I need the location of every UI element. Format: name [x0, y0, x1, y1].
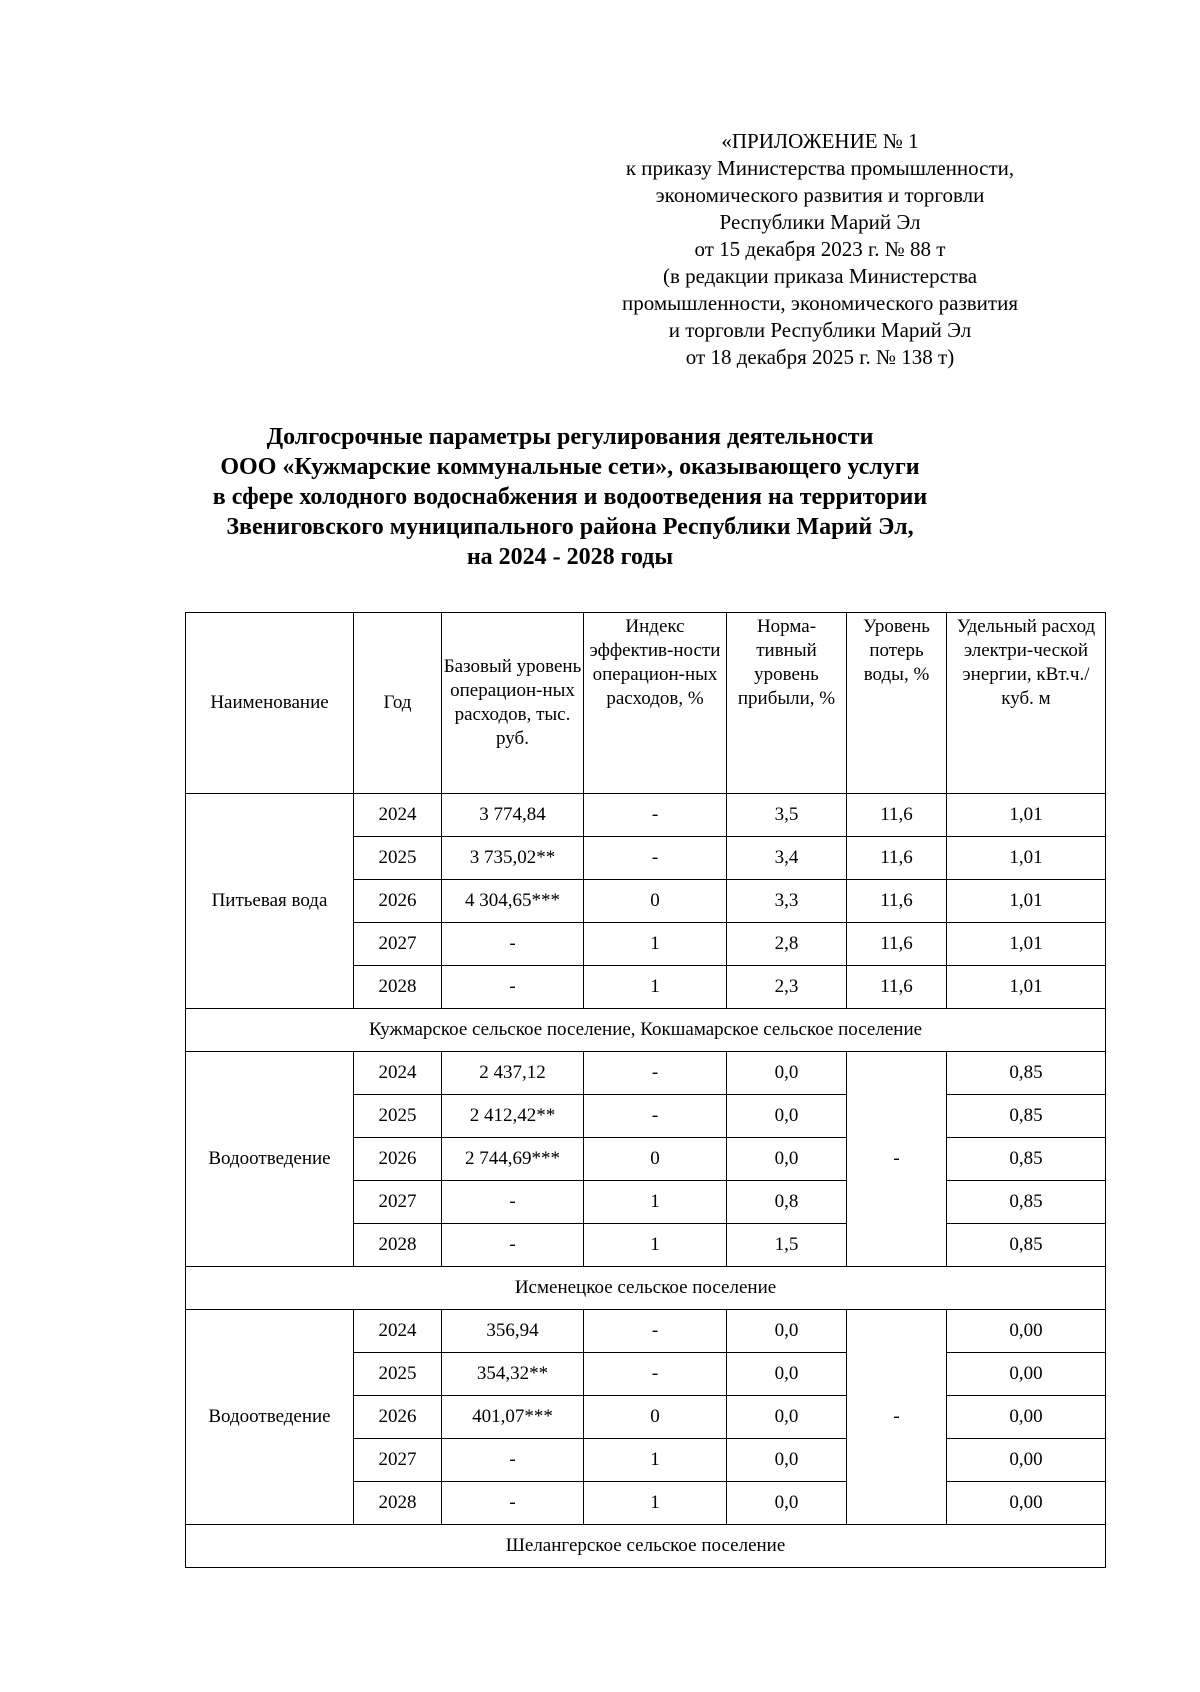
cell-index: 0 [584, 1138, 727, 1181]
cell-base: - [442, 923, 584, 966]
cell-year: 2024 [354, 1052, 442, 1095]
header-name: Наименование [186, 613, 354, 794]
cell-index: 0 [584, 1396, 727, 1439]
cell-base: - [442, 966, 584, 1009]
cell-base: 2 437,12 [442, 1052, 584, 1095]
header-water-losses: Уровень потерь воды, % [847, 613, 947, 794]
title-line: Звениговского муниципального района Республики Марий Эл, [226, 514, 914, 540]
cell-energy: 0,85 [947, 1138, 1106, 1181]
cell-year: 2025 [354, 837, 442, 880]
section-name: Питьевая вода [186, 794, 354, 1009]
appendix-line: «ПРИЛОЖЕНИЕ № 1 [721, 129, 919, 153]
cell-base: 401,07*** [442, 1396, 584, 1439]
table-row [186, 1310, 1106, 1353]
cell-profit: 0,0 [727, 1138, 847, 1181]
settlement-label: Исменецкое сельское поселение [186, 1267, 1106, 1310]
cell-losses: 11,6 [847, 923, 947, 966]
settlement-row [186, 1525, 1106, 1568]
cell-energy: 0,85 [947, 1224, 1106, 1267]
cell-index: 1 [584, 1482, 727, 1525]
cell-profit: 3,4 [727, 837, 847, 880]
cell-base: - [442, 1439, 584, 1482]
cell-year: 2026 [354, 1396, 442, 1439]
cell-base: 356,94 [442, 1310, 584, 1353]
cell-energy: 1,01 [947, 880, 1106, 923]
cell-index: 1 [584, 1181, 727, 1224]
cell-index: 0 [584, 880, 727, 923]
header-efficiency-index: Индекс эффектив-ности операцион-ных расходов, % [584, 613, 727, 794]
cell-year: 2025 [354, 1353, 442, 1396]
cell-year: 2026 [354, 1138, 442, 1181]
cell-energy: 0,00 [947, 1353, 1106, 1396]
cell-profit: 2,8 [727, 923, 847, 966]
cell-energy: 0,00 [947, 1396, 1106, 1439]
table-row [186, 1052, 1106, 1095]
cell-energy: 0,00 [947, 1439, 1106, 1482]
appendix-line: промышленности, экономического развития [621, 291, 1018, 315]
cell-year: 2027 [354, 1439, 442, 1482]
cell-energy: 1,01 [947, 966, 1106, 1009]
cell-index: 1 [584, 966, 727, 1009]
cell-index: 1 [584, 1439, 727, 1482]
cell-losses: 11,6 [847, 966, 947, 1009]
cell-energy: 1,01 [947, 837, 1106, 880]
title-line: на 2024 - 2028 годы [466, 544, 674, 570]
cell-year: 2026 [354, 880, 442, 923]
cell-base: - [442, 1482, 584, 1525]
settlement-row [186, 1009, 1106, 1052]
cell-year: 2027 [354, 1181, 442, 1224]
cell-profit: 3,5 [727, 794, 847, 837]
header-year: Год [354, 613, 442, 794]
cell-profit: 2,3 [727, 966, 847, 1009]
cell-index: 1 [584, 1224, 727, 1267]
cell-energy: 1,01 [947, 794, 1106, 837]
section-name: Водоотведение [186, 1052, 354, 1267]
appendix-line: Республики Марий Эл [719, 210, 921, 234]
cell-base: 3 735,02** [442, 837, 584, 880]
cell-base: - [442, 1181, 584, 1224]
cell-year: 2027 [354, 923, 442, 966]
cell-base: - [442, 1224, 584, 1267]
cell-index: - [584, 1095, 727, 1138]
cell-profit: 0,8 [727, 1181, 847, 1224]
cell-year: 2025 [354, 1095, 442, 1138]
cell-base: 2 744,69*** [442, 1138, 584, 1181]
cell-base: 4 304,65*** [442, 880, 584, 923]
appendix-line: от 15 декабря 2023 г. № 88 т [694, 237, 946, 261]
cell-losses: 11,6 [847, 880, 947, 923]
cell-base: 2 412,42** [442, 1095, 584, 1138]
title-line: ООО «Кужмарские коммунальные сети», оказывающего услуги [220, 454, 920, 480]
cell-base: 3 774,84 [442, 794, 584, 837]
cell-losses-merged: - [847, 1310, 947, 1525]
cell-profit: 0,0 [727, 1353, 847, 1396]
appendix-line: (в редакции приказа Министерства [662, 264, 978, 288]
cell-index: - [584, 1052, 727, 1095]
cell-profit: 3,3 [727, 880, 847, 923]
cell-profit: 0,0 [727, 1439, 847, 1482]
settlement-row [186, 1267, 1106, 1310]
cell-year: 2028 [354, 1224, 442, 1267]
header-profit-level: Норма-тивный уровень прибыли, % [727, 613, 847, 794]
parameters-table [185, 612, 1106, 1568]
cell-year: 2024 [354, 794, 442, 837]
cell-energy: 0,85 [947, 1095, 1106, 1138]
cell-index: 1 [584, 923, 727, 966]
cell-year: 2028 [354, 966, 442, 1009]
cell-profit: 0,0 [727, 1396, 847, 1439]
table-row [186, 794, 1106, 837]
section-name: Водоотведение [186, 1310, 354, 1525]
cell-year: 2024 [354, 1310, 442, 1353]
cell-profit: 1,5 [727, 1224, 847, 1267]
settlement-label: Кужмарское сельское поселение, Кокшамарское сельское поселение [186, 1009, 1106, 1052]
cell-index: - [584, 1353, 727, 1396]
cell-energy: 0,00 [947, 1310, 1106, 1353]
cell-year: 2028 [354, 1482, 442, 1525]
cell-energy: 1,01 [947, 923, 1106, 966]
table-header-row [186, 613, 1106, 794]
title-line: в сфере холодного водоснабжения и водоотведения на территории [212, 484, 928, 510]
header-base-opex: Базовый уровень операцион-ных расходов, тыс. руб. [442, 613, 584, 794]
cell-profit: 0,0 [727, 1095, 847, 1138]
appendix-header [560, 128, 1080, 371]
appendix-line: от 18 декабря 2025 г. № 138 т) [685, 345, 955, 369]
cell-profit: 0,0 [727, 1482, 847, 1525]
appendix-line: и торговли Республики Марий Эл [668, 318, 972, 342]
appendix-line: экономического развития и торговли [655, 183, 985, 207]
cell-losses: 11,6 [847, 837, 947, 880]
cell-profit: 0,0 [727, 1310, 847, 1353]
cell-index: - [584, 837, 727, 880]
cell-profit: 0,0 [727, 1052, 847, 1095]
cell-losses-merged: - [847, 1052, 947, 1267]
cell-energy: 0,00 [947, 1482, 1106, 1525]
cell-index: - [584, 1310, 727, 1353]
document-title [130, 422, 1010, 572]
cell-losses: 11,6 [847, 794, 947, 837]
settlement-label: Шелангерское сельское поселение [186, 1525, 1106, 1568]
cell-energy: 0,85 [947, 1181, 1106, 1224]
cell-base: 354,32** [442, 1353, 584, 1396]
appendix-line: к приказу Министерства промышленности, [625, 156, 1015, 180]
header-energy-consumption: Удельный расход электри-ческой энергии, кВт.ч./куб. м [947, 613, 1106, 794]
cell-energy: 0,85 [947, 1052, 1106, 1095]
cell-index: - [584, 794, 727, 837]
title-line: Долгосрочные параметры регулирования деятельности [266, 424, 874, 450]
